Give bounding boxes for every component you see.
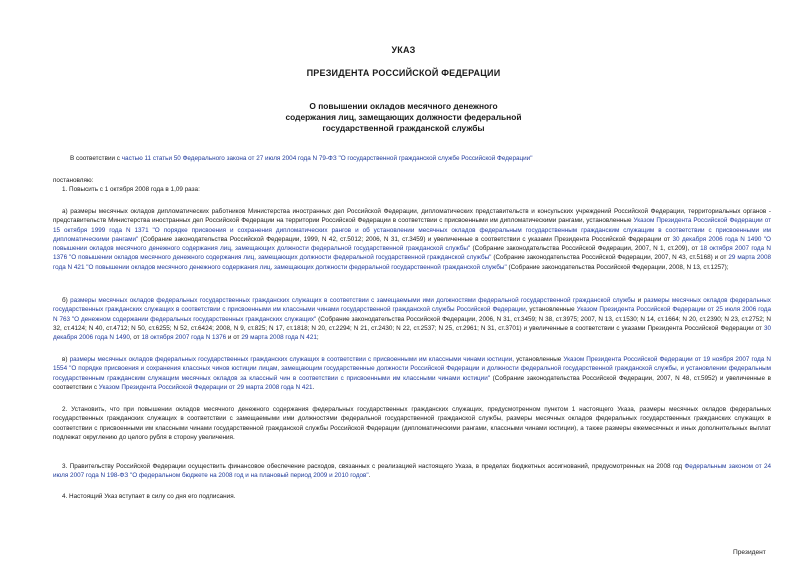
preamble-text: В соответствии с [70, 155, 122, 162]
subject-line: государственной гражданской службы [322, 123, 485, 133]
decree-link[interactable]: Указом Президента Российской Федерации от 25 июля 2006 года N 763 "О денежном содержании федеральных государственных гражданских служащих" [53, 306, 771, 323]
decree-link[interactable]: 30 декабря 2006 года N 1490 [53, 324, 771, 342]
item-a-text: (Собрание законодательства Российской Федерации, 2008, N 13, ст.1257); [506, 263, 729, 271]
item-b [53, 296, 771, 342]
salary-link[interactable]: размеры месячных окладов федеральных государственных гражданских служащих в соответствии с замещаемыми ими должностями федеральной государственной гражданской службы [70, 297, 636, 304]
decree-link[interactable]: 18 октября 2007 года N 1376 "О повышении окладов месячного денежного содержания лиц, замещающих должности федеральной государственной гражданской службы" [53, 245, 771, 262]
item-b-text: ; [316, 334, 319, 342]
decree-title: УКАЗ [391, 45, 416, 55]
item-b-text: и от [226, 334, 242, 342]
item-a-text: (Собрание законодательства Российской Федерации, 2007, N 43, ст.5168) и от [491, 254, 729, 262]
item-b-text: , установленные [525, 306, 577, 314]
item-v-text: в) [62, 356, 70, 363]
item-v [53, 355, 771, 392]
decree-subject [0, 101, 807, 134]
decree-link[interactable]: 29 марта 2008 года N 421 [241, 334, 317, 342]
item-3-text: . [368, 472, 371, 480]
budget-law-link[interactable]: Федеральным законом от 24 июля 2007 года N 198-ФЗ "О федеральном бюджете на 2008 год и на плановый период 2009 и 2010 годов" [53, 463, 771, 480]
decree-link[interactable]: 30 декабря 2006 года N 1490 "О повышении окладов месячного денежного содержания лиц, замещающих должности федеральной государственной гражданской службы" [53, 235, 771, 253]
decree-link[interactable]: 18 октября 2007 года N 1376 [141, 334, 227, 342]
decree-issuer: ПРЕЗИДЕНТА РОССИЙСКОЙ ФЕДЕРАЦИИ [306, 68, 501, 78]
item-a-text: (Собрание законодательства Российской Федерации, 2007, N 1, ст.209), от [470, 245, 701, 253]
preamble [70, 154, 788, 163]
item-1-intro: 1. Повысить с 1 октября 2008 года в 1,09 раза: [62, 186, 200, 193]
item-v-text: (Собрание законодательства Российской Федерации, 2007, N 48, ст.5952) и увеличенные в соответствии с [53, 374, 771, 391]
item-4: 4. Настоящий Указ вступает в силу со дня его подписания. [62, 493, 236, 500]
item-a [53, 207, 771, 272]
item-b-text: , от [129, 334, 142, 342]
decree-link[interactable]: 29 марта 2008 года N 421 "О повышении окладов месячного денежного содержания лиц, замещающих должности федеральной государственной гражданской службы" [53, 254, 771, 271]
decree-link[interactable]: Указом Президента Российской Федерации от 19 ноября 2007 года N 1554 "О порядке присвоения и сохранения классных чинов юстиции лицам, замещающим государственные должности Российской Федерации и должности федеральной государственной гражданской службы, и установлении федеральным государственным гражданским служащим месячных окладов за классный чин в соответствии с присвоенными им классными чинами юстиции" [53, 356, 771, 382]
item-2: 2. Установить, что при повышении окладов месячного денежного содержания федеральных государственных гражданских служащих, предусмотренном пунктом 1 настоящего Указа, размеры месячных окладов федеральных государственных гражданских служащих в соответствии с замещаемыми ими должностями федеральной государственной гражданской службы, размеры месячных окладов федеральных государственных гражданских служащих в соответствии с присвоенными им классными чинами государственной гражданской службы Российской Федерации (дипломатическими рангами, классными чинами юстиции), а также размеры ежемесячных и иных дополнительных выплат подлежат округлению до целого рубля в сторону увеличения. [53, 406, 771, 441]
item-a-text: а) размеры месячных окладов дипломатических работников Министерства иностранных дел Российской Федерации, дипломатических представительств и консульских учреждений Российской Федерации, территориальных органов - представительств Министерства иностранных дел Российской Федерации на территории Российской Федерации в соответствии с присвоенными им дипломатическими рангами, установленные [53, 208, 771, 225]
item-b-text: (Собрание законодательства Российской Федерации, 2006, N 31, ст.3459; N 38, ст.3975; 2007, N 13, ст.1530; N 14, ст.1664; N 20, ст.2390; N 23, ст.2752; N 32, ст.4124; N 40, ст.4712; N 50, ст.6255; N 52, ст.6424; 2008, N 9, ст.825; N 17, ст.1818; N 20, ст.2294; N 21, ст.2430; N 22, ст.2537; N 25, ст.2961; N 31, ст.3701) и увеличенные в соответствии с указами Президента Российской Федерации от [53, 315, 771, 332]
subject-line: содержания лиц, замещающих должности федеральной [285, 112, 522, 122]
decree-word: постановляю: [53, 177, 94, 184]
item-v-text: , установленные [512, 356, 564, 363]
item-b-text: б) [62, 297, 71, 304]
salary-link[interactable]: размеры месячных окладов федеральных государственных гражданских служащих в соответствии с присвоенными им классными чинами государственной гражданской службы Российской Федерации [53, 297, 771, 314]
signature-title: Президент [733, 549, 766, 556]
decree-link[interactable]: Указом Президента Российской Федерации от 15 октября 1999 года N 1371 "О порядке присвоения и сохранения дипломатических рангов и об установлении месячных окладов федеральным государственным гражданским служащим в соответствии с присвоенными им дипломатическими рангами" [53, 217, 771, 243]
item-3-text: 3. Правительству Российской Федерации осуществить финансовое обеспечение расходов, связанных с реализацией настоящего Указа, в пределах бюджетных ассигнований, предусмотренных на 2008 год [62, 463, 685, 470]
item-b-text: и [635, 297, 644, 304]
item-v-text: . [312, 383, 315, 391]
subject-line: О повышении окладов месячного денежного [309, 101, 498, 111]
item-a-text: (Собрание законодательства Российской Федерации, 1999, N 42, ст.5012; 2006, N 31, ст.3459) и увеличенные в соответствии с указами Президента Российской Федерации от [138, 235, 673, 243]
law-link[interactable]: частью 11 статьи 50 Федерального закона от 27 июля 2004 года N 79-ФЗ "О государственной гражданской службе Российской Федерации" [121, 155, 533, 162]
salary-link[interactable]: размеры месячных окладов федеральных государственных гражданских служащих в соответствии с присвоенными им классными чинами юстиции [69, 356, 513, 363]
decree-link[interactable]: Указом Президента Российской Федерации от 29 марта 2008 года N 421 [98, 383, 313, 391]
item-3 [53, 462, 771, 481]
